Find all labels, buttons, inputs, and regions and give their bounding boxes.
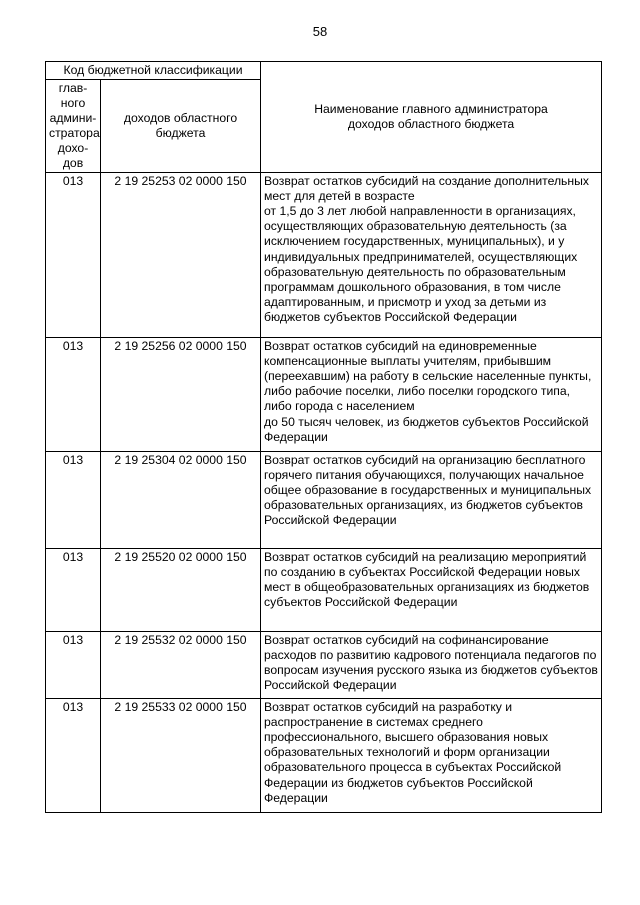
cell-text-line: горячего питания обучающихся, получающих начальное [264,467,584,482]
table-row [46,631,602,698]
cell-text-line: либо рабочие поселки, либо поселки городского типа, [264,384,571,399]
cell-admin-code: 013 [46,172,101,337]
header-revenue-code [101,80,261,172]
cell-revenue-code: 2 19 25304 02 0000 150 [101,451,261,548]
cell-admin-code: 013 [46,337,101,451]
header-admin-name [261,62,602,173]
cell-text-line: мест в общеобразовательных организациях из бюджетов [264,580,590,595]
header-text-line: Наименование главного администратора [314,101,548,116]
table-row [46,548,602,631]
cell-admin-name [261,631,602,698]
cell-text-line: программам дошкольного образования, в том числе [264,280,561,295]
cell-text-line: до 50 тысяч человек, из бюджетов субъектов Российской [264,414,589,429]
cell-admin-name [261,698,602,812]
cell-text-line: индивидуальных предпринимателей, осуществляющих [264,249,578,264]
header-text-line: ного [60,96,86,111]
cell-text-line: по созданию в субъектах Российской Федерации новых [264,564,581,579]
cell-text-line: Возврат остатков субсидий на единовременные [264,338,537,353]
cell-text-line: расходов по развитию кадрового потенциала педагогов по [264,647,597,662]
page-number: 58 [312,24,328,39]
header-text-line: стратора [49,125,100,140]
budget-classification-table [45,61,602,813]
cell-text-line: Возврат остатков субсидий на разработку и [264,699,513,714]
cell-text-line: Федерации из бюджетов субъектов Российской [264,775,533,790]
cell-admin-name [261,172,602,337]
cell-text-line: Возврат остатков субсидий на софинансирование [264,632,549,647]
cell-text-line: образовательную деятельность по образовательным [264,264,566,279]
cell-admin-name [261,548,602,631]
cell-text-line: общее образование в государственных и муниципальных [264,483,592,498]
cell-revenue-code: 2 19 25256 02 0000 150 [101,337,261,451]
header-budget-code-group: Код бюджетной классификации [46,62,261,80]
cell-text-line: Возврат остатков субсидий на реализацию мероприятий [264,549,587,564]
table-row [46,172,602,337]
cell-text-line: профессионального, высшего образования новых [264,730,549,745]
header-text-line: дов [62,155,84,170]
header-chief-admin [46,80,101,172]
header-text-line: глав- [58,81,88,96]
cell-text-line: Возврат остатков субсидий на создание дополнительных [264,173,589,188]
cell-text-line: осуществляющих образовательную деятельность (за [264,219,567,234]
cell-text-line: образовательных технологий и форм организации [264,745,550,760]
cell-text-line: Возврат остатков субсидий на организацию бесплатного [264,452,586,467]
cell-text-line: распространение в системах среднего [264,714,483,729]
table-header-group-row [46,62,602,80]
cell-text-line: (переехавшим) на работу в сельские населенные пункты, [264,369,592,384]
cell-text-line: Федерации [264,790,328,805]
table-row [46,451,602,548]
cell-admin-code: 013 [46,451,101,548]
cell-text-line: адаптированным, и присмотр и уход за детьми из [264,295,547,310]
cell-admin-name [261,337,602,451]
header-text-line: доходов областного бюджета [347,116,515,131]
cell-text-line: Российской Федерации [264,678,397,693]
header-text-line: бюджета [155,125,206,140]
header-text-line: доходов областного [123,110,238,125]
cell-text-line: компенсационные выплаты учителям, прибывшим [264,353,552,368]
cell-text-line: бюджетов субъектов Российской Федерации [264,310,517,325]
table-row [46,698,602,812]
cell-text-line: мест для детей в возрасте [264,188,415,203]
cell-admin-code: 013 [46,631,101,698]
cell-text-line: Российской Федерации [264,513,397,528]
cell-revenue-code: 2 19 25253 02 0000 150 [101,172,261,337]
cell-text-line: Федерации [264,429,328,444]
cell-text-line: от 1,5 до 3 лет любой направленности в организациях, [264,204,576,219]
cell-revenue-code: 2 19 25532 02 0000 150 [101,631,261,698]
cell-admin-code: 013 [46,548,101,631]
cell-revenue-code: 2 19 25520 02 0000 150 [101,548,261,631]
header-text-line: админи- [49,111,97,126]
cell-admin-name [261,451,602,548]
table-row [46,337,602,451]
cell-text-line: субъектов Российской Федерации [264,595,458,610]
cell-revenue-code: 2 19 25533 02 0000 150 [101,698,261,812]
cell-admin-code: 013 [46,698,101,812]
cell-text-line: вопросам изучения русского языка из бюджетов субъектов [264,663,598,678]
cell-text-line: образовательного процесса в субъектах Российской [264,760,562,775]
cell-text-line: образовательных организациях, из бюджетов субъектов [264,498,584,513]
cell-text-line: либо города с населением [264,399,415,414]
header-text-line: дохо- [57,140,89,155]
cell-text-line: исключением государственных, муниципальных), и у [264,234,565,249]
